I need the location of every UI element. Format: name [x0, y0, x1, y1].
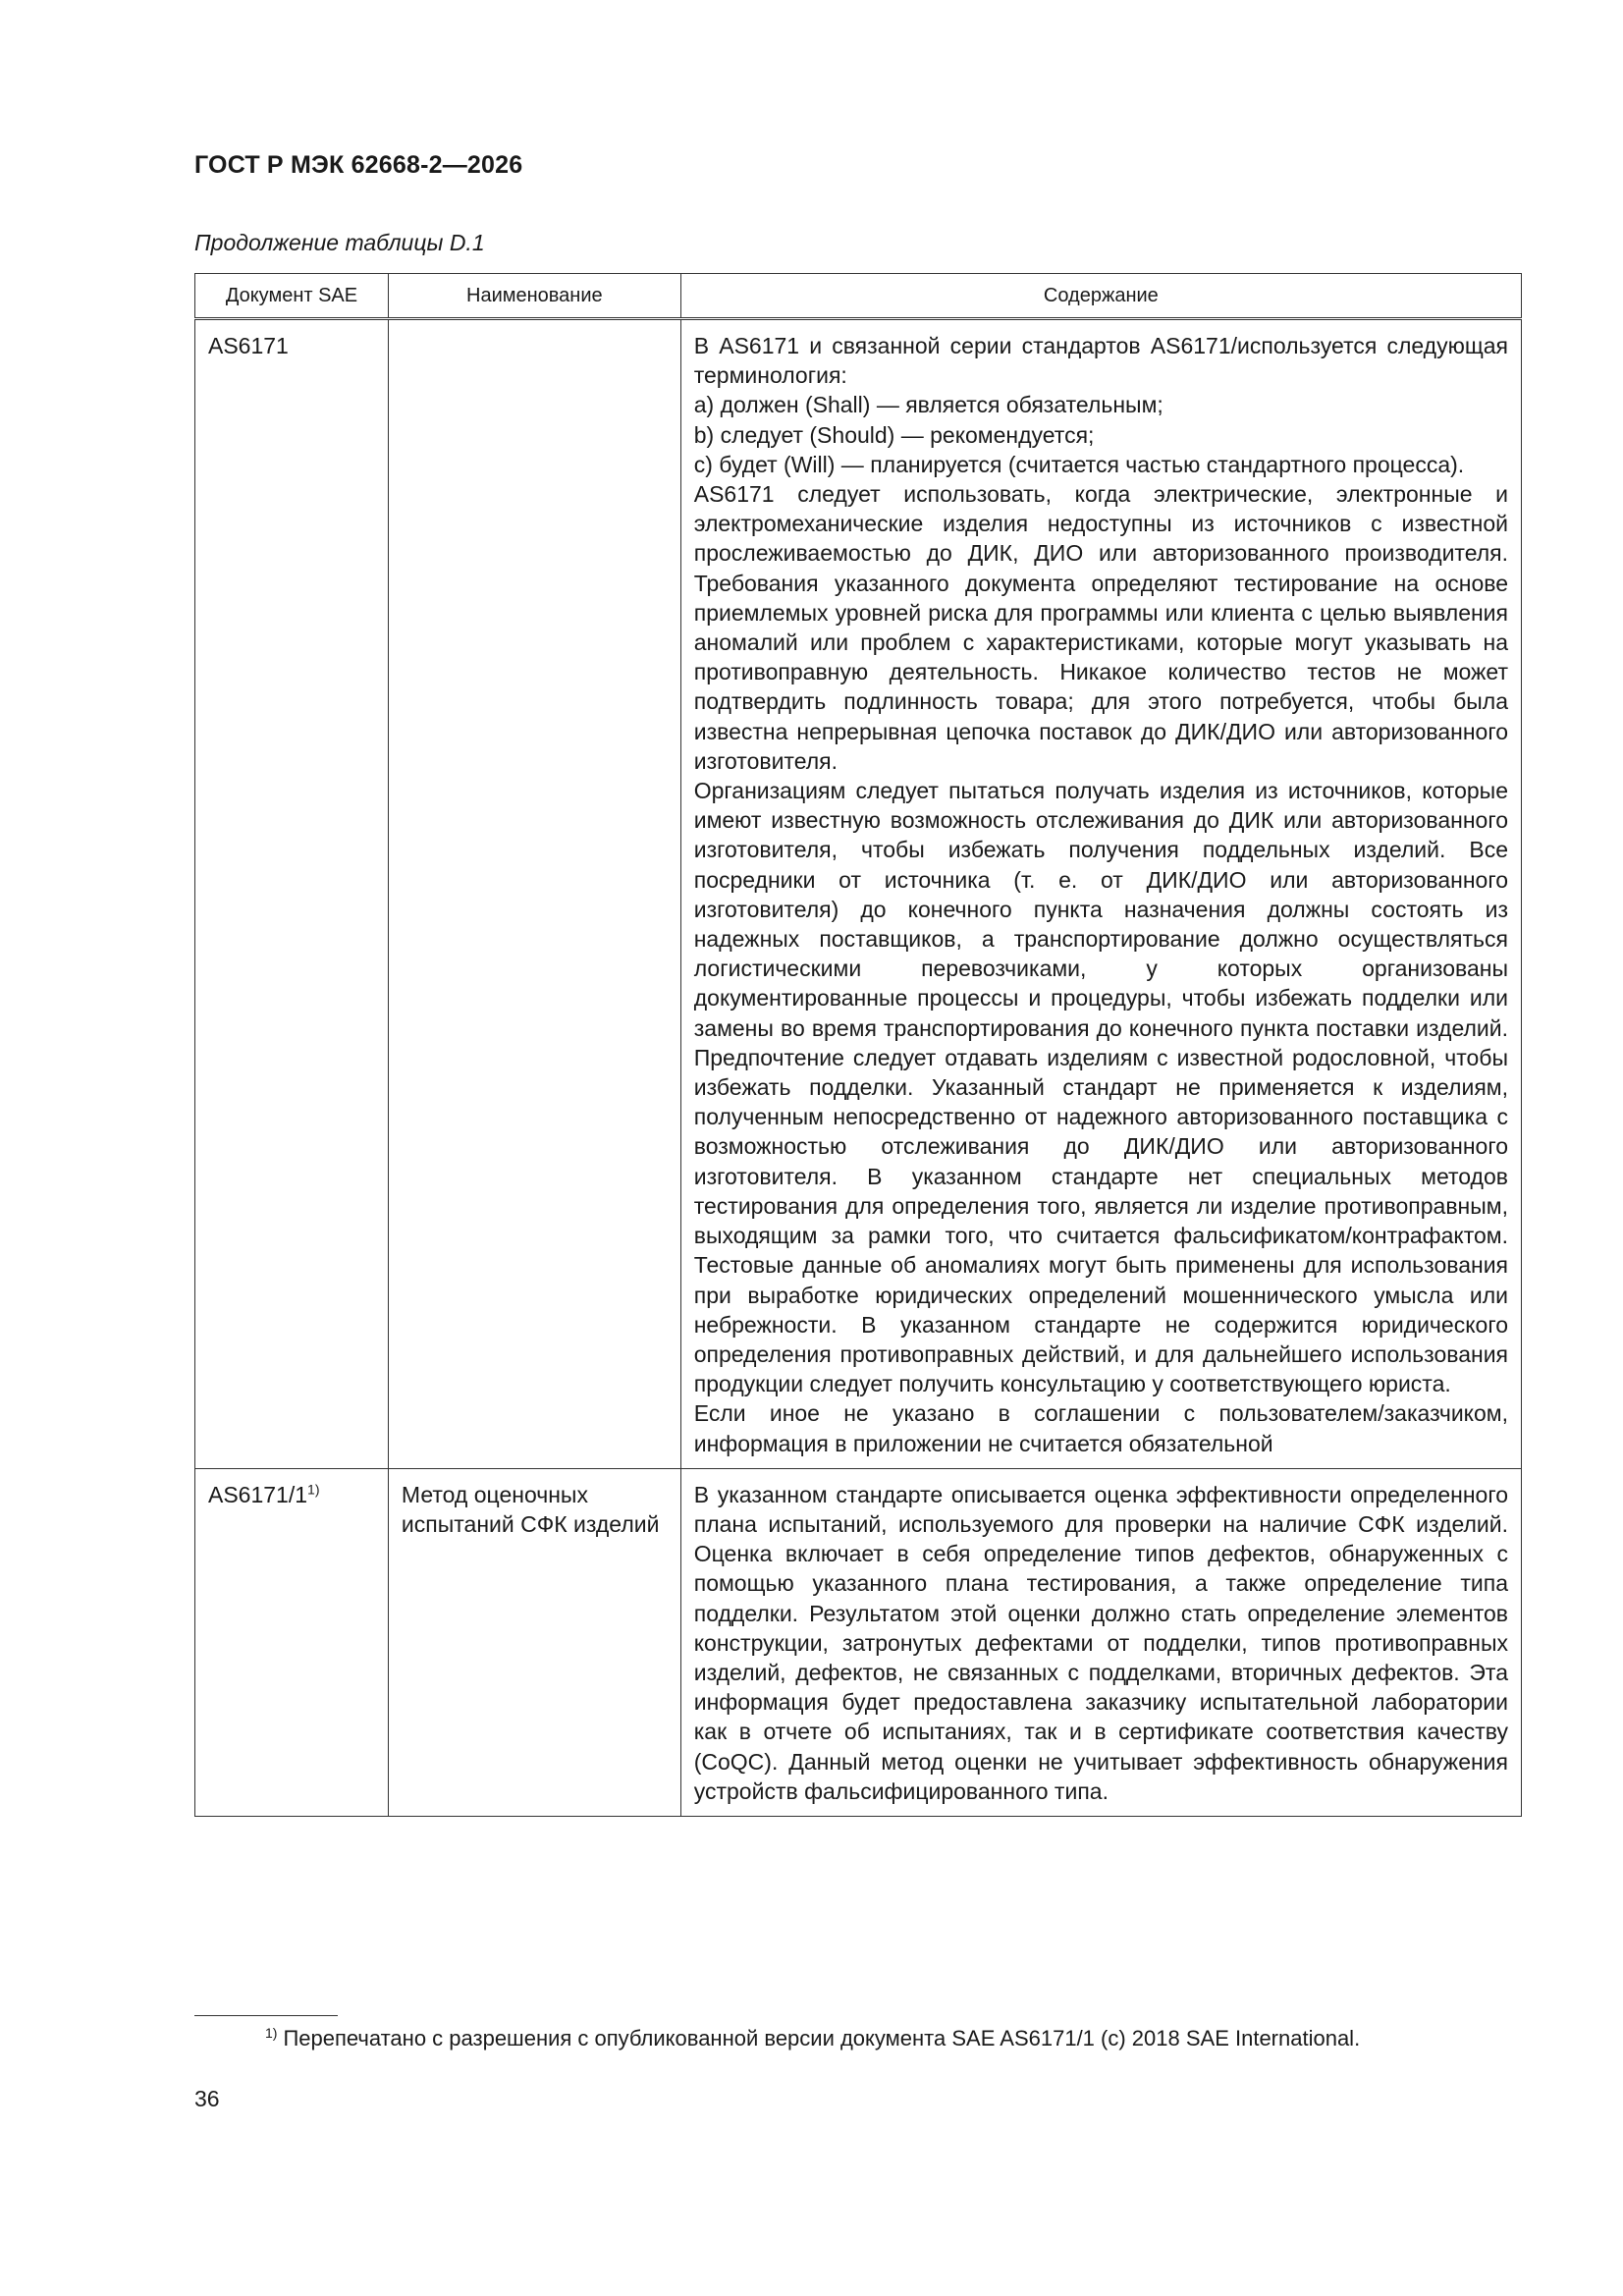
table-row: [195, 319, 1522, 1469]
cell-name: [388, 319, 680, 1469]
content-list-item: a) должен (Shall) — является обязательным;: [693, 392, 1163, 418]
cell-document: [195, 319, 389, 1469]
table-caption: Продолжение таблицы D.1: [194, 230, 485, 255]
footnote-separator: [194, 2015, 338, 2016]
column-header-name: Наименование: [388, 274, 680, 319]
content-list-item: c) будет (Will) — планируется (считается частью стандартного процесса).: [693, 451, 1465, 477]
content-paragraph: В указанном стандарте описывается оценка эффективности определенного плана испытаний, используемого для проверки на наличие СФК изделий. Оценка включает в себя определение типов дефектов, обнаруженных с помощью указанного плана тестирования, а также определение типа подделки. Результатом этой оценки должно стать определение элементов конструкции, затронутых дефектами от подделки, типов противоправных изделий, дефектов, не связанных с подделками, вторичных дефектов. Эта информация будет предоставлена заказчику испытательной лаборатории как в отчете об испытаниях, так и в сертификате соответствия качеству (CoQC). Данный метод оценки не учитывает эффективность обнаружения устройств фальсифицированного типа.: [693, 1481, 1508, 1804]
document-name: Метод оценочных испытаний СФК изделий: [401, 1481, 660, 1537]
table-header-row: [195, 274, 1522, 319]
page-number: 36: [194, 2086, 220, 2111]
content-paragraph: AS6171 следует использовать, когда электрические, электронные и электромеханические изделия недоступны из источников с известной прослеживаемостью до ДИК, ДИО или авторизованного производителя. Требования указанного документа определяют тестирование на основе приемлемых уровней риска для программы или клиента с целью выявления аномалий или проблем с характеристиками, которые могут указывать на противоправную деятельность. Никакое количество тестов не может подтвердить подлинность товара; для этого потребуется, чтобы была известна непрерывная цепочка поставок до ДИК/ДИО или авторизованного изготовителя.: [693, 481, 1508, 774]
content-paragraph: Если иное не указано в соглашении с пользователем/заказчиком, информация в приложении не считается обязательной: [693, 1400, 1508, 1456]
column-header-document: Документ SAE: [195, 274, 389, 319]
column-header-content: Содержание: [680, 274, 1521, 319]
sae-documents-table: [194, 273, 1522, 1817]
cell-document: [195, 1468, 389, 1816]
footnote-mark: 1): [265, 2024, 278, 2041]
footnote-reference: 1): [307, 1481, 320, 1498]
footnote: [265, 2026, 1360, 2051]
content-list-item: b) следует (Should) — рекомендуется;: [693, 421, 1095, 448]
table-row: [195, 1468, 1522, 1816]
cell-content: [680, 319, 1521, 1469]
cell-content: [680, 1468, 1521, 1816]
cell-name: [388, 1468, 680, 1816]
document-standard-header: ГОСТ Р МЭК 62668-2—2026: [194, 151, 523, 179]
content-paragraph: Организациям следует пытаться получать изделия из источников, которые имеют известную возможность отслеживания до ДИК или авторизованного изготовителя, чтобы избежать получения поддельных изделий. Все посредники от источника (т. е. от ДИК/ДИО или авторизованного изготовителя) до конечного пункта назначения должны состоять из надежных поставщиков, а транспортирование должно осуществляться логистическими перевозчиками, у которых организованы документированные процессы и процедуры, чтобы избежать подделки или замены во время транспортирования до конечного пункта поставки изделий. Предпочтение следует отдавать изделиям с известной родословной, чтобы избежать подделки. Указанный стандарт не применяется к изделиям, полученным непосредственно от надежного авторизованного поставщика с возможностью отслеживания до ДИК/ДИО или авторизованного изготовителя. В указанном стандарте нет специальных методов тестирования для определения того, является ли изделие противоправным, выходящим за рамки того, что считается фальсификатом/контрафактом. Тестовые данные об аномалиях могут быть применены для использования при выработке юридических определений мошеннического умысла или небрежности. В указанном стандарте не содержится юридического определения противоправных действий, и для дальнейшего использования продукции следует получить консультацию у соответствующего юриста.: [693, 778, 1508, 1397]
footnote-text: Перепечатано с разрешения с опубликованной версии документа SAE AS6171/1 (c) 2018 SAE International.: [283, 2026, 1361, 2050]
document-code: AS6171/1: [208, 1481, 308, 1507]
content-paragraph: В AS6171 и связанной серии стандартов AS6171/используется следующая терминология:: [693, 333, 1508, 389]
document-code: AS6171: [208, 333, 289, 358]
